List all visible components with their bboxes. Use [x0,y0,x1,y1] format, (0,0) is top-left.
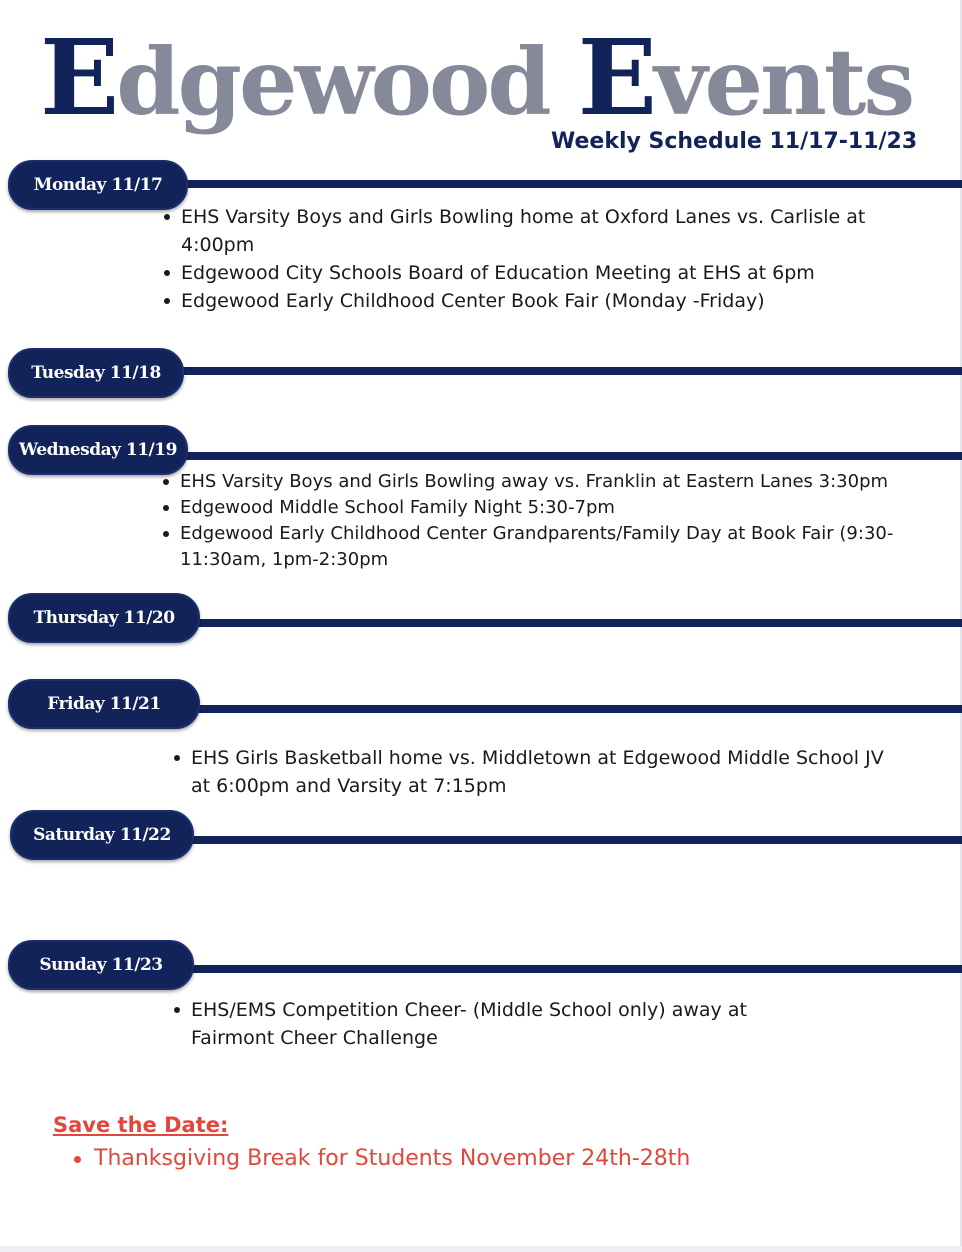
save-the-date-heading: Save the Date: [53,1113,229,1137]
list-item: Thanksgiving Break for Students November 24th-28th [72,1144,690,1174]
day-label-thursday: Thursday 11/20 [8,593,200,643]
day-divider [150,965,962,973]
save-the-date-list [72,1144,690,1174]
list-item: EHS/EMS Competition Cheer- (Middle School only) away at Fairmont Cheer Challenge [171,996,791,1052]
list-item: Edgewood Early Childhood Center Book Fair (Monday -Friday) [161,287,891,315]
day-label-wednesday: Wednesday 11/19 [8,425,188,475]
event-list-wednesday [160,469,905,573]
day-divider [150,836,962,844]
day-section-thursday [0,593,962,643]
list-item: EHS Girls Basketball home vs. Middletown at Edgewood Middle School JV at 6:00pm and Varsity at 7:15pm [171,744,891,800]
day-divider [150,705,962,713]
list-item: Edgewood City Schools Board of Education Meeting at EHS at 6pm [161,259,891,287]
day-label-sunday: Sunday 11/23 [8,940,194,990]
day-section-saturday [0,810,962,860]
event-list-monday [161,203,891,315]
list-item: Edgewood Middle School Family Night 5:30-7pm [160,495,905,521]
day-label-monday: Monday 11/17 [8,160,188,210]
schedule-subtitle: Weekly Schedule 11/17-11/23 [551,129,918,154]
day-divider [150,180,962,188]
list-item: Edgewood Early Childhood Center Grandparents/Family Day at Book Fair (9:30-11:30am, 1pm-2:30pm [160,521,905,573]
day-section-sunday [0,940,962,990]
list-item: EHS Varsity Boys and Girls Bowling home at Oxford Lanes vs. Carlisle at 4:00pm [161,203,891,259]
day-divider [150,452,962,460]
day-divider [150,367,962,375]
day-section-friday [0,679,962,729]
day-section-wednesday [0,425,962,475]
day-label-friday: Friday 11/21 [8,679,200,729]
list-item: EHS Varsity Boys and Girls Bowling away vs. Franklin at Eastern Lanes 3:30pm [160,469,905,495]
day-divider [150,619,962,627]
title-initial: E [577,16,655,139]
title-word-rest: dgewood [116,28,549,136]
event-list-friday [171,744,891,800]
day-section-tuesday [0,348,962,398]
day-label-tuesday: Tuesday 11/18 [8,348,184,398]
title-word-rest: vents [654,28,913,136]
page-title [40,18,940,138]
title-initial: E [40,16,117,139]
day-label-saturday: Saturday 11/22 [10,810,194,860]
event-list-sunday [171,996,791,1052]
